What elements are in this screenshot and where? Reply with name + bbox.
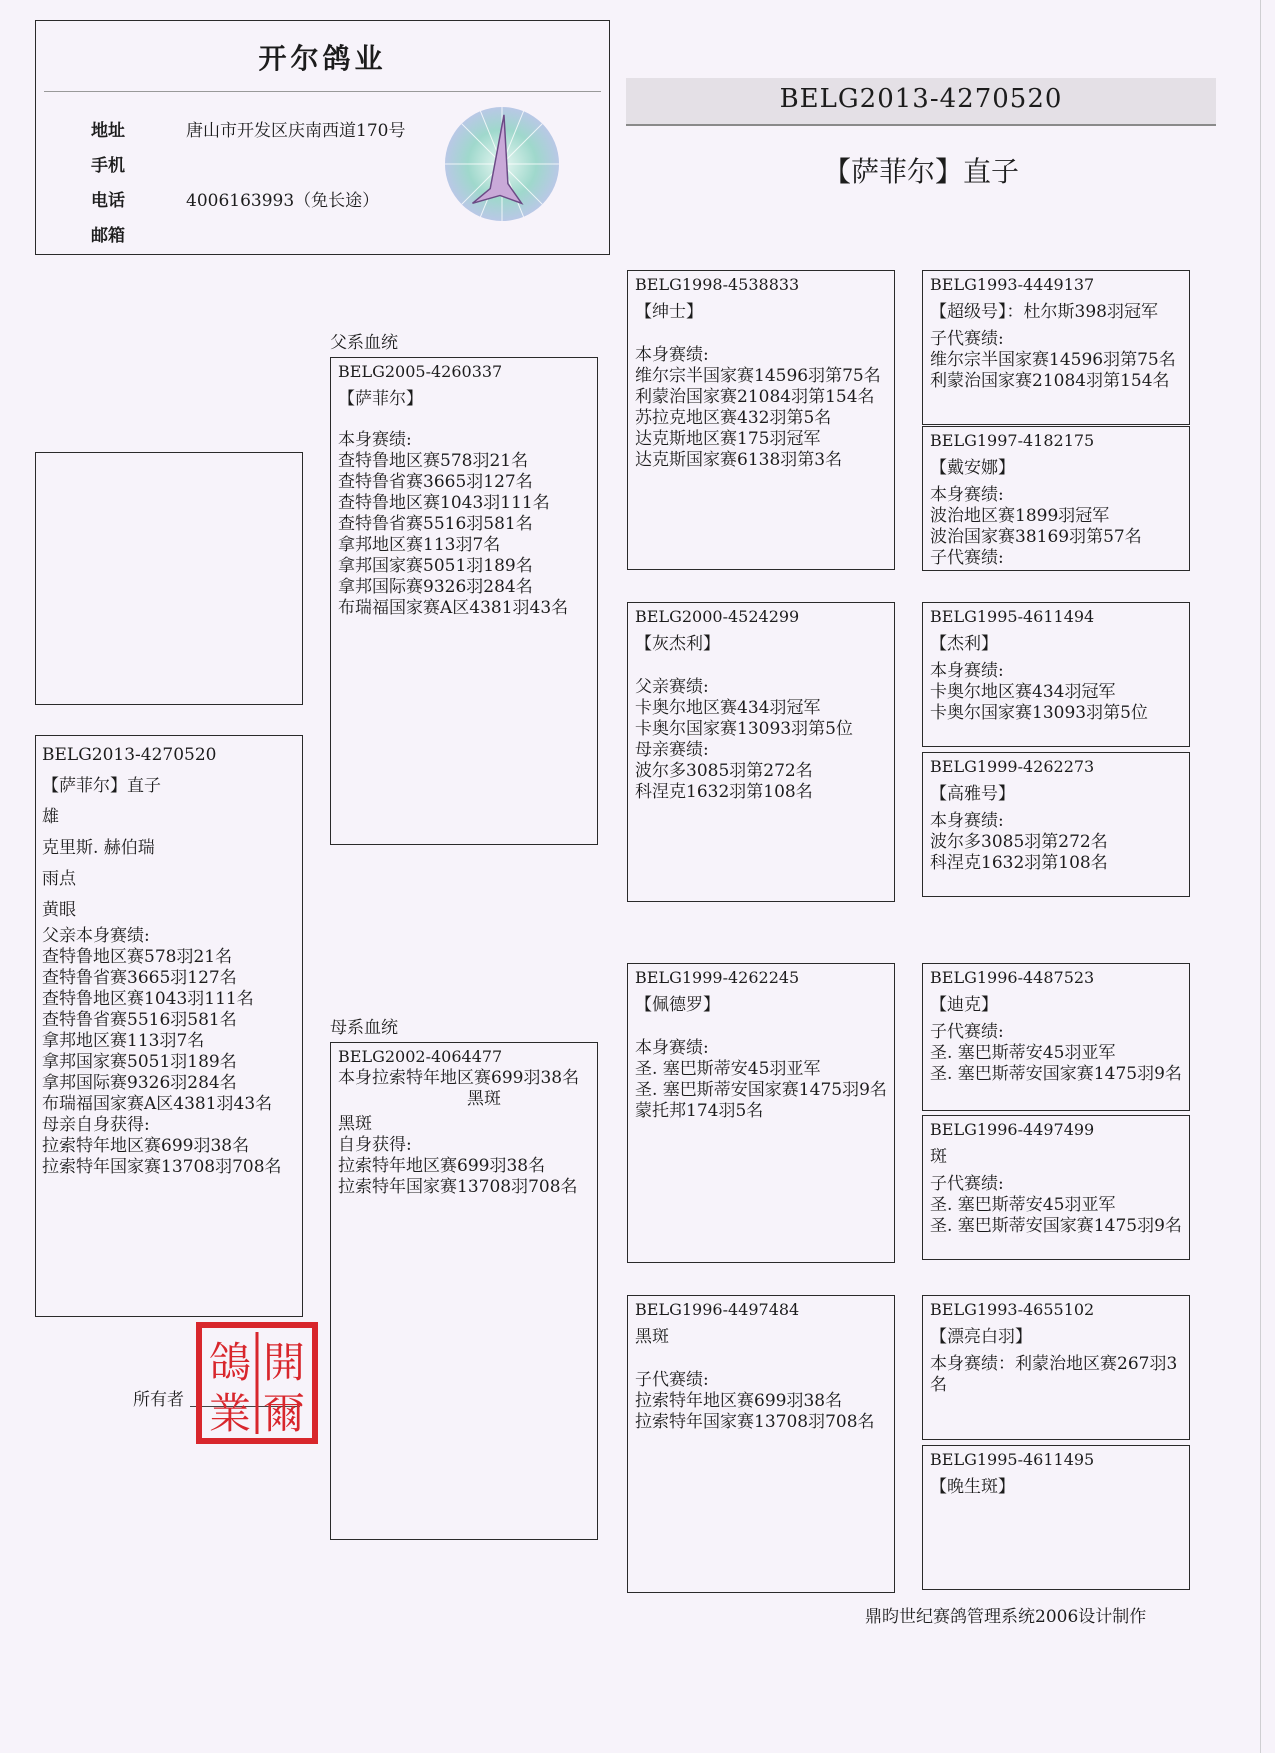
contact-label: 邮箱	[91, 226, 125, 246]
result-line: 子代赛绩:	[930, 1174, 1004, 1194]
seal-char: 開	[262, 1338, 306, 1387]
result-line: 拿邦国家赛5051羽189名	[338, 556, 533, 576]
result-line: 蒙托邦174羽5名	[635, 1101, 764, 1121]
contact-label: 手机	[91, 156, 125, 176]
red-seal-stamp	[196, 1322, 318, 1444]
contact-mobile	[91, 151, 186, 176]
result-line: 拿邦国际赛9326羽284名	[42, 1073, 237, 1093]
result-line: 本身赛绩:	[635, 345, 709, 365]
dam-results-2	[338, 1135, 590, 1198]
card-results	[930, 811, 1182, 874]
hologram-logo-icon	[443, 105, 561, 223]
card-name: 【高雅号】	[930, 784, 1015, 804]
subject-color: 雨点	[42, 869, 76, 889]
result-line: 母亲自身获得:	[42, 1115, 150, 1135]
grandparent-card	[627, 1295, 895, 1593]
result-line: 布瑞福国家赛A区4381羽43名	[42, 1094, 273, 1114]
result-line: 科涅克1632羽第108名	[635, 782, 813, 802]
maternal-label: 母系血统	[330, 1018, 398, 1038]
subject-card	[35, 735, 303, 1317]
result-line: 拉索特年地区赛699羽38名	[338, 1156, 546, 1176]
card-name: 【超级号】：杜尔斯398羽冠军	[930, 302, 1158, 322]
card-name: 【灰杰利】	[635, 634, 720, 654]
seal-char: 業	[208, 1389, 252, 1438]
result-line: 苏拉克地区赛432羽第5名	[635, 408, 832, 428]
result-line: 圣. 塞巴斯蒂安国家赛1475羽9名	[930, 1064, 1182, 1084]
result-line: 本身赛绩:	[338, 430, 412, 450]
result-line: 波尔多3085羽第272名	[635, 761, 813, 781]
card-results	[930, 1354, 1182, 1396]
card-name: 【迪克】	[930, 995, 998, 1015]
result-line: 父亲本身赛绩:	[42, 926, 150, 946]
card-results	[930, 1174, 1182, 1237]
result-line: 波治地区赛1899羽冠军	[930, 506, 1110, 526]
result-line: 子代赛绩:	[635, 1370, 709, 1390]
great-grandparent-card	[922, 270, 1190, 425]
result-line: 本身赛绩:	[930, 811, 1004, 831]
result-line: 父亲赛绩:	[635, 677, 709, 697]
result-line: 利蒙治国家赛21084羽第154名	[635, 387, 875, 407]
result-line: 拉索特年国家赛13708羽708名	[635, 1412, 875, 1432]
result-line: 布瑞福国家赛A区4381羽43名	[338, 598, 569, 618]
result-line: 本身赛绩:	[930, 485, 1004, 505]
result-line: 拉索特年国家赛13708羽708名	[338, 1177, 578, 1197]
header-divider	[44, 91, 601, 92]
great-grandparent-card	[922, 602, 1190, 747]
card-ring: BELG1996-4487523	[930, 968, 1095, 987]
card-results	[635, 1038, 887, 1122]
owner-label: 所有者	[133, 1390, 184, 1410]
result-line: 查特鲁地区赛578羽21名	[338, 451, 529, 471]
card-ring: BELG1999-4262273	[930, 757, 1095, 776]
card-ring: BELG1996-4497499	[930, 1120, 1095, 1139]
card-name: 【佩德罗】	[635, 995, 720, 1015]
result-line: 卡奥尔国家赛13093羽第5位	[635, 719, 853, 739]
paternal-label: 父系血统	[330, 333, 398, 353]
subject-eye: 黄眼	[42, 900, 76, 920]
ring-number-band	[626, 78, 1216, 126]
result-line: 查特鲁省赛5516羽581名	[338, 514, 533, 534]
result-line: 卡奥尔国家赛13093羽第5位	[930, 703, 1148, 723]
card-name: 【杰利】	[930, 634, 998, 654]
result-line: 维尔宗半国家赛14596羽第75名	[635, 366, 881, 386]
great-grandparent-card	[922, 752, 1190, 897]
result-line: 查特鲁省赛3665羽127名	[42, 968, 237, 988]
result-line: 查特鲁省赛3665羽127名	[338, 472, 533, 492]
dam-ring: BELG2002-4064477	[338, 1047, 503, 1066]
result-line: 查特鲁地区赛1043羽111名	[338, 493, 550, 513]
card-ring: BELG1993-4655102	[930, 1300, 1095, 1319]
card-ring: BELG1997-4182175	[930, 431, 1095, 450]
card-results	[930, 329, 1182, 392]
result-line: 本身拉索特年地区赛699羽38名	[338, 1068, 580, 1088]
card-ring: BELG1998-4538833	[635, 275, 800, 294]
dam-color-center: 黑斑	[467, 1089, 501, 1109]
result-line: 拿邦国家赛5051羽189名	[42, 1052, 237, 1072]
result-line: 圣. 塞巴斯蒂安45羽亚军	[635, 1059, 821, 1079]
contact-label: 电话	[91, 191, 125, 211]
result-line: 本身赛绩：利蒙治地区赛267羽3名	[930, 1354, 1178, 1395]
result-line: 拉索特年地区赛699羽38名	[635, 1391, 843, 1411]
result-line: 查特鲁地区赛1043羽111名	[42, 989, 254, 1009]
sire-card	[330, 357, 598, 845]
result-line: 拿邦地区赛113羽7名	[338, 535, 501, 555]
result-line: 圣. 塞巴斯蒂安45羽亚军	[930, 1195, 1116, 1215]
card-ring: BELG1996-4497484	[635, 1300, 800, 1319]
card-name: 斑	[930, 1147, 947, 1167]
result-line: 母亲赛绩:	[635, 740, 709, 760]
contact-address	[91, 116, 405, 141]
dam-color: 黑斑	[338, 1114, 372, 1134]
subject-breeder: 克里斯. 赫伯瑞	[42, 838, 155, 858]
result-line: 科涅克1632羽第108名	[930, 853, 1108, 873]
great-grandparent-card	[922, 963, 1190, 1111]
card-results	[635, 345, 887, 471]
great-grandparent-card	[922, 1445, 1190, 1590]
result-line: 拿邦国际赛9326羽284名	[338, 577, 533, 597]
result-line: 拉索特年国家赛13708羽708名	[42, 1157, 282, 1177]
result-line: 达克斯地区赛175羽冠军	[635, 429, 821, 449]
great-grandparent-card	[922, 1295, 1190, 1440]
great-grandparent-card	[922, 1115, 1190, 1260]
card-name: 黑斑	[635, 1327, 669, 1347]
contact-label: 地址	[91, 121, 125, 141]
subject-results	[42, 926, 296, 1178]
card-ring: BELG1995-4611494	[930, 607, 1095, 626]
sire-results	[338, 430, 590, 619]
result-line: 波治国家赛38169羽第57名	[930, 527, 1142, 547]
footer-credit: 鼎昀世纪赛鸽管理系统2006设计制作	[865, 1607, 1147, 1627]
ring-number: BELG2013-4270520	[779, 84, 1063, 114]
contact-phone	[91, 186, 379, 211]
seal-char: 爾	[262, 1389, 306, 1438]
card-ring: BELG2000-4524299	[635, 607, 800, 626]
result-line: 圣. 塞巴斯蒂安45羽亚军	[930, 1043, 1116, 1063]
sire-ring: BELG2005-4260337	[338, 362, 503, 381]
result-line: 本身赛绩:	[635, 1038, 709, 1058]
subject-sex: 雄	[42, 807, 59, 827]
result-line: 波尔多3085羽第272名	[930, 832, 1108, 852]
dam-results	[338, 1068, 590, 1089]
result-line: 自身获得:	[338, 1135, 412, 1155]
scan-edge-divider	[1260, 0, 1261, 1753]
grandparent-card	[627, 270, 895, 570]
photo-placeholder	[35, 452, 303, 705]
sire-name: 【萨菲尔】	[338, 389, 423, 409]
seal-char: 鴿	[208, 1338, 252, 1387]
result-line: 查特鲁省赛5516羽581名	[42, 1010, 237, 1030]
result-line: 查特鲁地区赛578羽21名	[42, 947, 233, 967]
card-results	[635, 677, 887, 803]
result-line: 利蒙治国家赛21084羽第154名	[930, 371, 1170, 391]
result-line: 拉索特年地区赛699羽38名	[42, 1136, 250, 1156]
dam-card	[330, 1042, 598, 1540]
subject-name: 【萨菲尔】直子	[42, 776, 161, 796]
subject-ring: BELG2013-4270520	[42, 745, 217, 765]
result-line: 子代赛绩:	[930, 329, 1004, 349]
card-name: 【戴安娜】	[930, 458, 1015, 478]
result-line: 卡奥尔地区赛434羽冠军	[635, 698, 821, 718]
card-ring: BELG1995-4611495	[930, 1450, 1095, 1469]
card-ring: BELG1993-4449137	[930, 275, 1095, 294]
card-results	[930, 485, 1182, 569]
result-line: 圣. 塞巴斯蒂安国家赛1475羽9名	[930, 1216, 1182, 1236]
card-results	[635, 1370, 887, 1433]
result-line: 子代赛绩:	[930, 1022, 1004, 1042]
card-ring: BELG1999-4262245	[635, 968, 800, 987]
contact-value: 4006163993（免长途）	[186, 191, 380, 211]
card-name: 【漂亮白羽】	[930, 1327, 1032, 1347]
result-line: 本身赛绩:	[930, 661, 1004, 681]
result-line: 卡奥尔地区赛434羽冠军	[930, 682, 1116, 702]
card-results	[930, 661, 1182, 724]
contact-value: 唐山市开发区庆南西道170号	[186, 121, 406, 141]
result-line: 维尔宗半国家赛14596羽第75名	[930, 350, 1176, 370]
result-line: 拿邦地区赛113羽7名	[42, 1031, 205, 1051]
result-line: 达克斯国家赛6138羽第3名	[635, 450, 843, 470]
company-name: 开尔鸽业	[258, 42, 387, 75]
card-name: 【绅士】	[635, 302, 703, 322]
great-grandparent-card	[922, 426, 1190, 571]
card-name: 【晚生斑】	[930, 1477, 1015, 1497]
grandparent-card	[627, 602, 895, 902]
result-line: 圣. 塞巴斯蒂安国家赛1475羽9名	[635, 1080, 887, 1100]
card-results	[930, 1022, 1182, 1085]
grandparent-card	[627, 963, 895, 1263]
result-line: 子代赛绩:	[930, 548, 1004, 568]
contact-email	[91, 221, 186, 246]
subject-title: 【萨菲尔】直子	[822, 155, 1019, 188]
